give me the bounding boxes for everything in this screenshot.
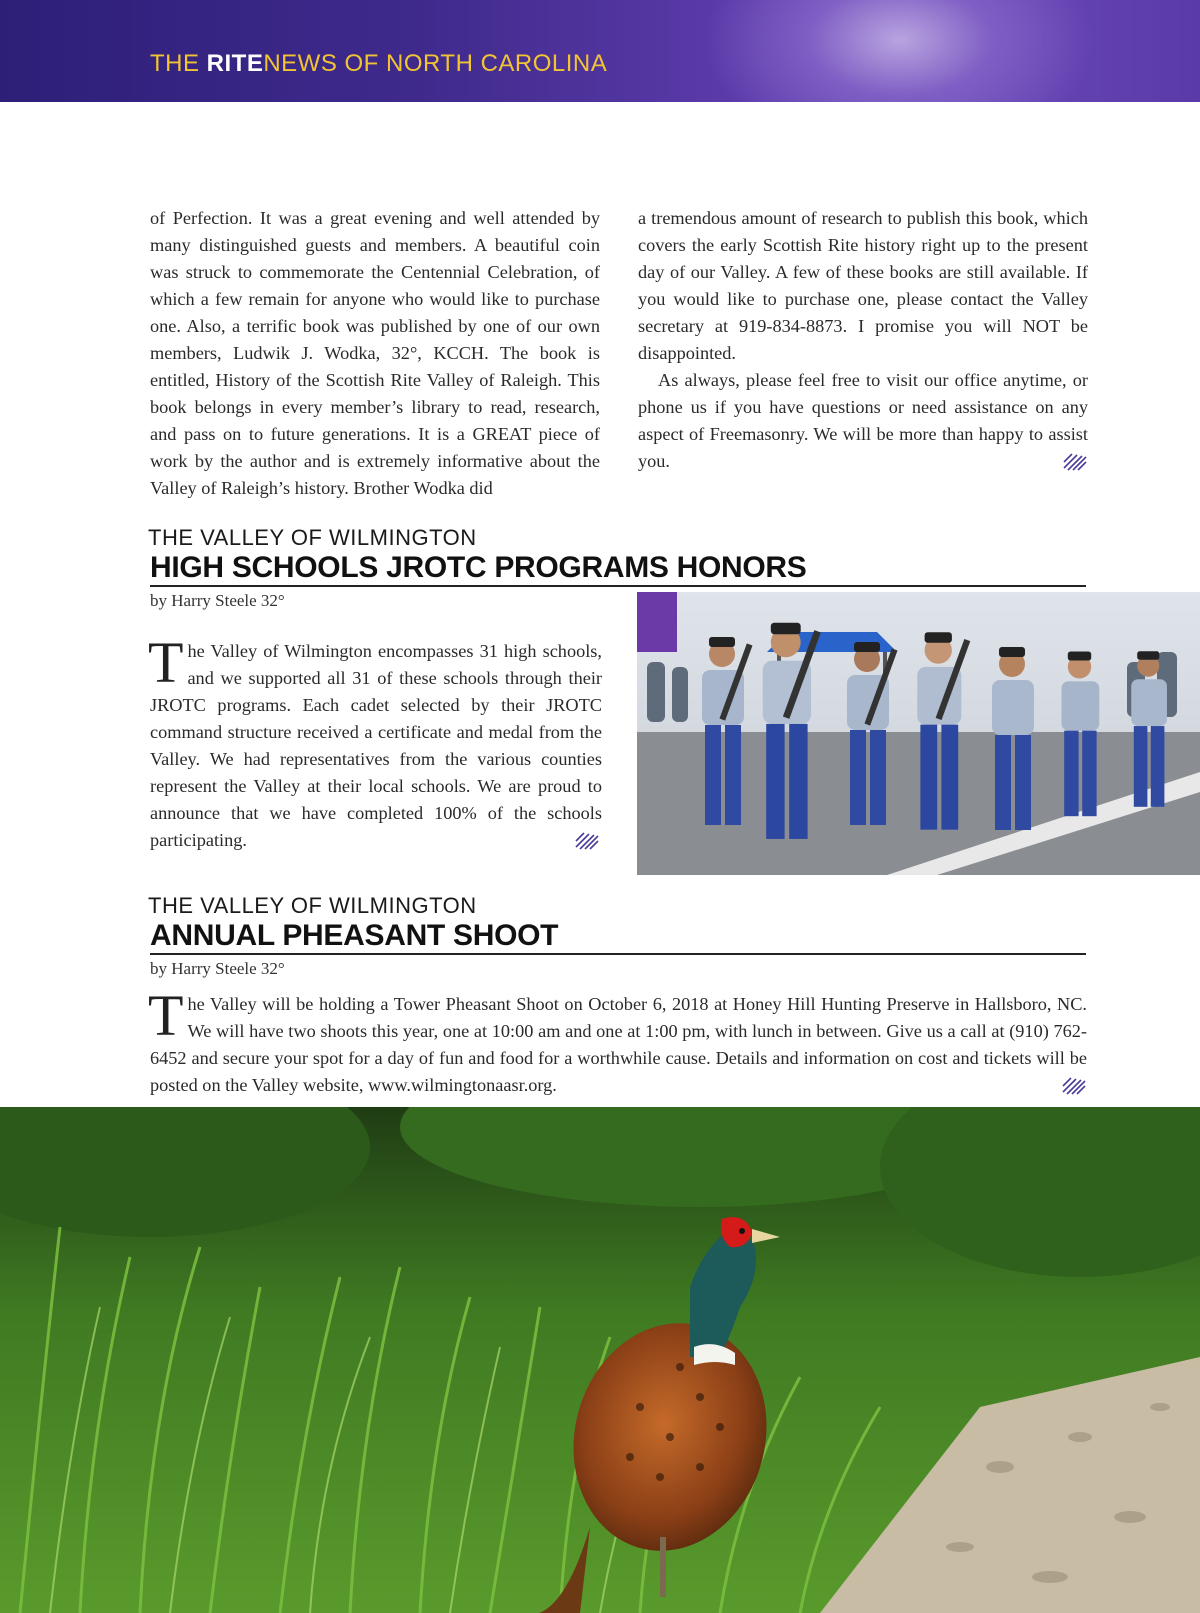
pheasant-photo bbox=[0, 1107, 1200, 1613]
end-mark-icon bbox=[1062, 452, 1088, 472]
intro-right-paragraph-1: a tremendous amount of research to publish this book, which covers the early Scottish Rite history right up to the present day of our Valley. A few of these books are still available. If you would like to purchase one, please contact the Valley secretary at 919-834-8873. I promise you will NOT be disappointed. bbox=[638, 208, 1088, 363]
article1-dropcap: T bbox=[148, 630, 184, 695]
intro-left-column bbox=[150, 205, 600, 502]
article1-byline: by Harry Steele 32° bbox=[150, 591, 285, 610]
article2-body bbox=[148, 983, 1087, 1099]
header-banner bbox=[0, 0, 1200, 102]
article2-text: he Valley will be holding a Tower Pheasant Shoot on October 6, 2018 at Honey Hill Hunting Preserve in Hallsboro, NC. We will have two shoots this year, one at 10:00 am and one at 1:00 pm, with lunch in between. Give us a call at (910) 762-6452 and secure your spot for a day of fun and food for a worthwhile cause. Details and information on cost and tickets will be posted on the Valley website, www.wilmingtonaasr.org. bbox=[150, 994, 1087, 1095]
end-mark-icon bbox=[574, 831, 600, 851]
title-prefix: THE bbox=[150, 50, 207, 77]
article2-byline: by Harry Steele 32° bbox=[150, 959, 285, 978]
end-mark-icon bbox=[1061, 1076, 1087, 1096]
intro-left-text: of Perfection. It was a great evening and well attended by many distinguished guests and members. A beautiful coin was struck to commemorate the Centennial Celebration, of which a few remain for anyone who would like to purchase one. Also, a terrific book was published by one of our own members, Ludwik J. Wodka, 32°, KCCH. The book is entitled, History of the Scottish Rite Valley of Raleigh. This book belongs in every member’s library to read, research, and pass on to future generations. It is a GREAT piece of work by the author and is extremely informative about the Valley of Raleigh’s history. Brother Wodka did bbox=[150, 208, 600, 498]
jrotc-parade-illustration bbox=[637, 592, 1200, 875]
article2-dropcap: T bbox=[148, 983, 184, 1048]
article2-headline: ANNUAL PHEASANT SHOOT bbox=[150, 920, 1086, 955]
article1-kicker: THE VALLEY OF WILMINGTON bbox=[148, 525, 477, 550]
intro-right-column bbox=[638, 205, 1088, 475]
publication-title bbox=[150, 50, 607, 78]
jrotc-parade-photo bbox=[637, 592, 1200, 875]
title-bold: RITE bbox=[206, 50, 264, 77]
intro-right-paragraph-2: As always, please feel free to visit our office anytime, or phone us if you have questions or need assistance on any aspect of Freemasonry. We will be more than happy to assist you. bbox=[638, 370, 1088, 471]
article1-text: he Valley of Wilmington encompasses 31 high schools, and we supported all 31 of these schools through their JROTC programs. Each cadet selected by their JROTC command structure received a certificate and medal from the Valley. We had representatives from the various counties represent the Valley at their local schools. We are proud to announce that we have completed 100% of the schools participating. bbox=[150, 641, 602, 850]
title-suffix: NEWS OF NORTH CAROLINA bbox=[263, 50, 608, 77]
article2-kicker: THE VALLEY OF WILMINGTON bbox=[148, 893, 477, 918]
article1-body bbox=[148, 630, 602, 854]
pheasant-illustration bbox=[0, 1107, 1200, 1613]
article1-headline: HIGH SCHOOLS JROTC PROGRAMS HONORS bbox=[150, 552, 1086, 587]
